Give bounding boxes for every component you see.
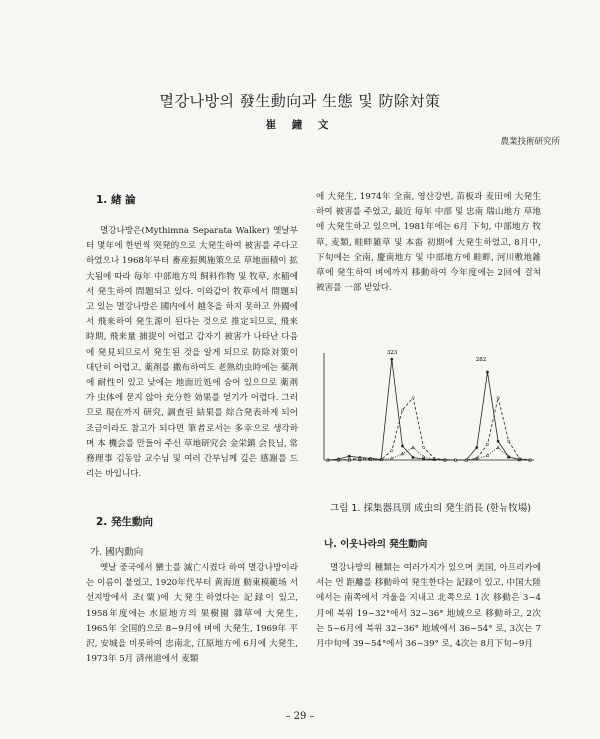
paper-title: 멸강나방의 發生動向과 生態 및 防除対策 bbox=[159, 92, 441, 110]
subsection-heading-domestic: 가. 國内動向 bbox=[90, 547, 144, 558]
data-point-1-8 bbox=[401, 445, 403, 447]
introduction-text bbox=[86, 224, 298, 482]
series-line-3 bbox=[328, 448, 530, 461]
domestic-text bbox=[86, 561, 298, 667]
data-point-1-15 bbox=[476, 446, 478, 448]
moth-occurrence-chart bbox=[316, 348, 542, 478]
author-name: 崔 鐘 文 bbox=[265, 119, 335, 131]
domestic-paragraph: 옛날 중국에서 蠻土를 滅亡시켰다 하여 멸강나방이라는 이름이 붙었고, 1920年代부터 黄海道 動東模範场 서선지방에서 조(粟)에 大発生하였다는 記録이 있고, 1958年度에는 水原地方의 果樹園 雜草에 大発生, 1965年 全国的으로 8~9月에 벼에 大発生, 1969年 平沢, 安城을 비롯하여 忠南北, 江原地方에 6月에 大発生, 1973年 5月 済州道에서 麦類 bbox=[86, 563, 298, 665]
data-point-1-9 bbox=[412, 456, 414, 458]
data-point-2-17 bbox=[497, 396, 499, 398]
neighbors-paragraph: 멸강나방의 種類는 여러가지가 있으며 美国, 아프리카에서는 먼 距離를 移動하여 発生한다는 記録이 있고, 中国大陸에서는 南쪽에서 겨울을 지내고 北쪽으로 1次 移動은 3~4月에 북위 19~32°에서 32~36° 地域으로 移動하고, 2次는 5~6月에 북위 32~36° 地域에서 36~54° 로, 3次는 7月中旬에 39~54°에서 36~39° 로, 4次는 8月下旬~9月 bbox=[316, 563, 541, 650]
series-line-2 bbox=[328, 398, 530, 460]
data-point-2-16 bbox=[486, 443, 488, 445]
data-point-2-10 bbox=[422, 446, 424, 448]
affiliation: 農業技術研究所 bbox=[500, 137, 560, 147]
data-point-3-17 bbox=[497, 446, 500, 449]
figure-caption: 그림 1. 採集器具別 成虫의 発生消長 (한뉴牧場) bbox=[330, 503, 531, 514]
continued-text bbox=[316, 190, 541, 296]
introduction-paragraph: 멸강나방은(Mythimna Separata Walker) 옛날부터 몇年에 한번씩 突発的으로 大発生하여 被害를 주다고 하였으나 1968年부터 畜産振興施策으로 草地面積이 拡大됨에 따라 毎年 中部地方의 飼料作物 및 牧草, 水稲에서 発生하여 問題되고 있다. 이와같이 牧草에서 問題되고 있는 멸강나방은 國内에서 越冬을 하지 못하고 外國에서 飛来하여 発生源이 된다는 것으로 推定되므로, 飛来時期, 飛来量 捕捉이 어렵고 갑자기 被害가 나타난 다음에 発見되므로서 発生된 것을 알게 되므로 防除対策이 대단히 어렵고, 薬剤를 撒布하여도 老熟幼虫時에는 薬剤에 耐性이 있고 낮에는 地面近処에 숨어 있으므로 薬剤가 虫体에 묻지 않아 充分한 効果를 얻기가 어렵다. 그러므로 現在까지 研究, 調査된 結果를 綜合発表하게 되어 조금이라도 참고가 되다면 筆者로서는 多幸으로 생각하며 本 機会를 만들어 주신 草地研究会 金栄鎮 会長님, 常務理事 김동암 교수님 및 여러 간부님께 깊은 感謝를 드리는 바입니다. bbox=[86, 226, 298, 480]
data-point-2-18 bbox=[508, 440, 510, 442]
data-point-2-8 bbox=[401, 409, 403, 411]
data-point-1-16 bbox=[486, 371, 488, 373]
data-point-1-3 bbox=[348, 455, 350, 457]
data-point-1-7 bbox=[391, 358, 393, 360]
data-point-1-17 bbox=[497, 440, 499, 442]
chart-series-group bbox=[327, 358, 532, 461]
series-line-1 bbox=[328, 359, 530, 460]
page-number: – 29 – bbox=[285, 711, 315, 722]
data-point-2-7 bbox=[391, 449, 393, 451]
section-heading-occurrence: 2. 発生動向 bbox=[96, 516, 153, 528]
section-heading-introduction: 1. 緖 論 bbox=[96, 194, 136, 206]
subsection-heading-neighbors: 나. 이웃나라의 発生動向 bbox=[324, 539, 428, 550]
data-point-2-9 bbox=[412, 396, 414, 398]
annotation-323: 323 bbox=[386, 350, 398, 356]
annotation-282: 282 bbox=[475, 357, 487, 363]
continued-paragraph: 에 大発生, 1974年 全南, 영산강변, 苗板과 麦田에 大発生하여 被害를 주었고, 最近 毎年 中部 및 忠南 瑞山地方 草地에 大発生하고 있으며, 1981年에는 6月 下旬, 中部地方 牧草, 麦類, 畦畔雑草 및 本畓 初期에 大発生하였고, 8月中, 下旬에는 全南, 慶南地方 및 中部地方에 畦畔, 河川敷地雑草에 発生하여 벼에까지 移動하여 今年度에는 2回에 걸쳐 被害를 一部 받았다. bbox=[316, 192, 541, 294]
neighbors-text bbox=[316, 561, 541, 652]
